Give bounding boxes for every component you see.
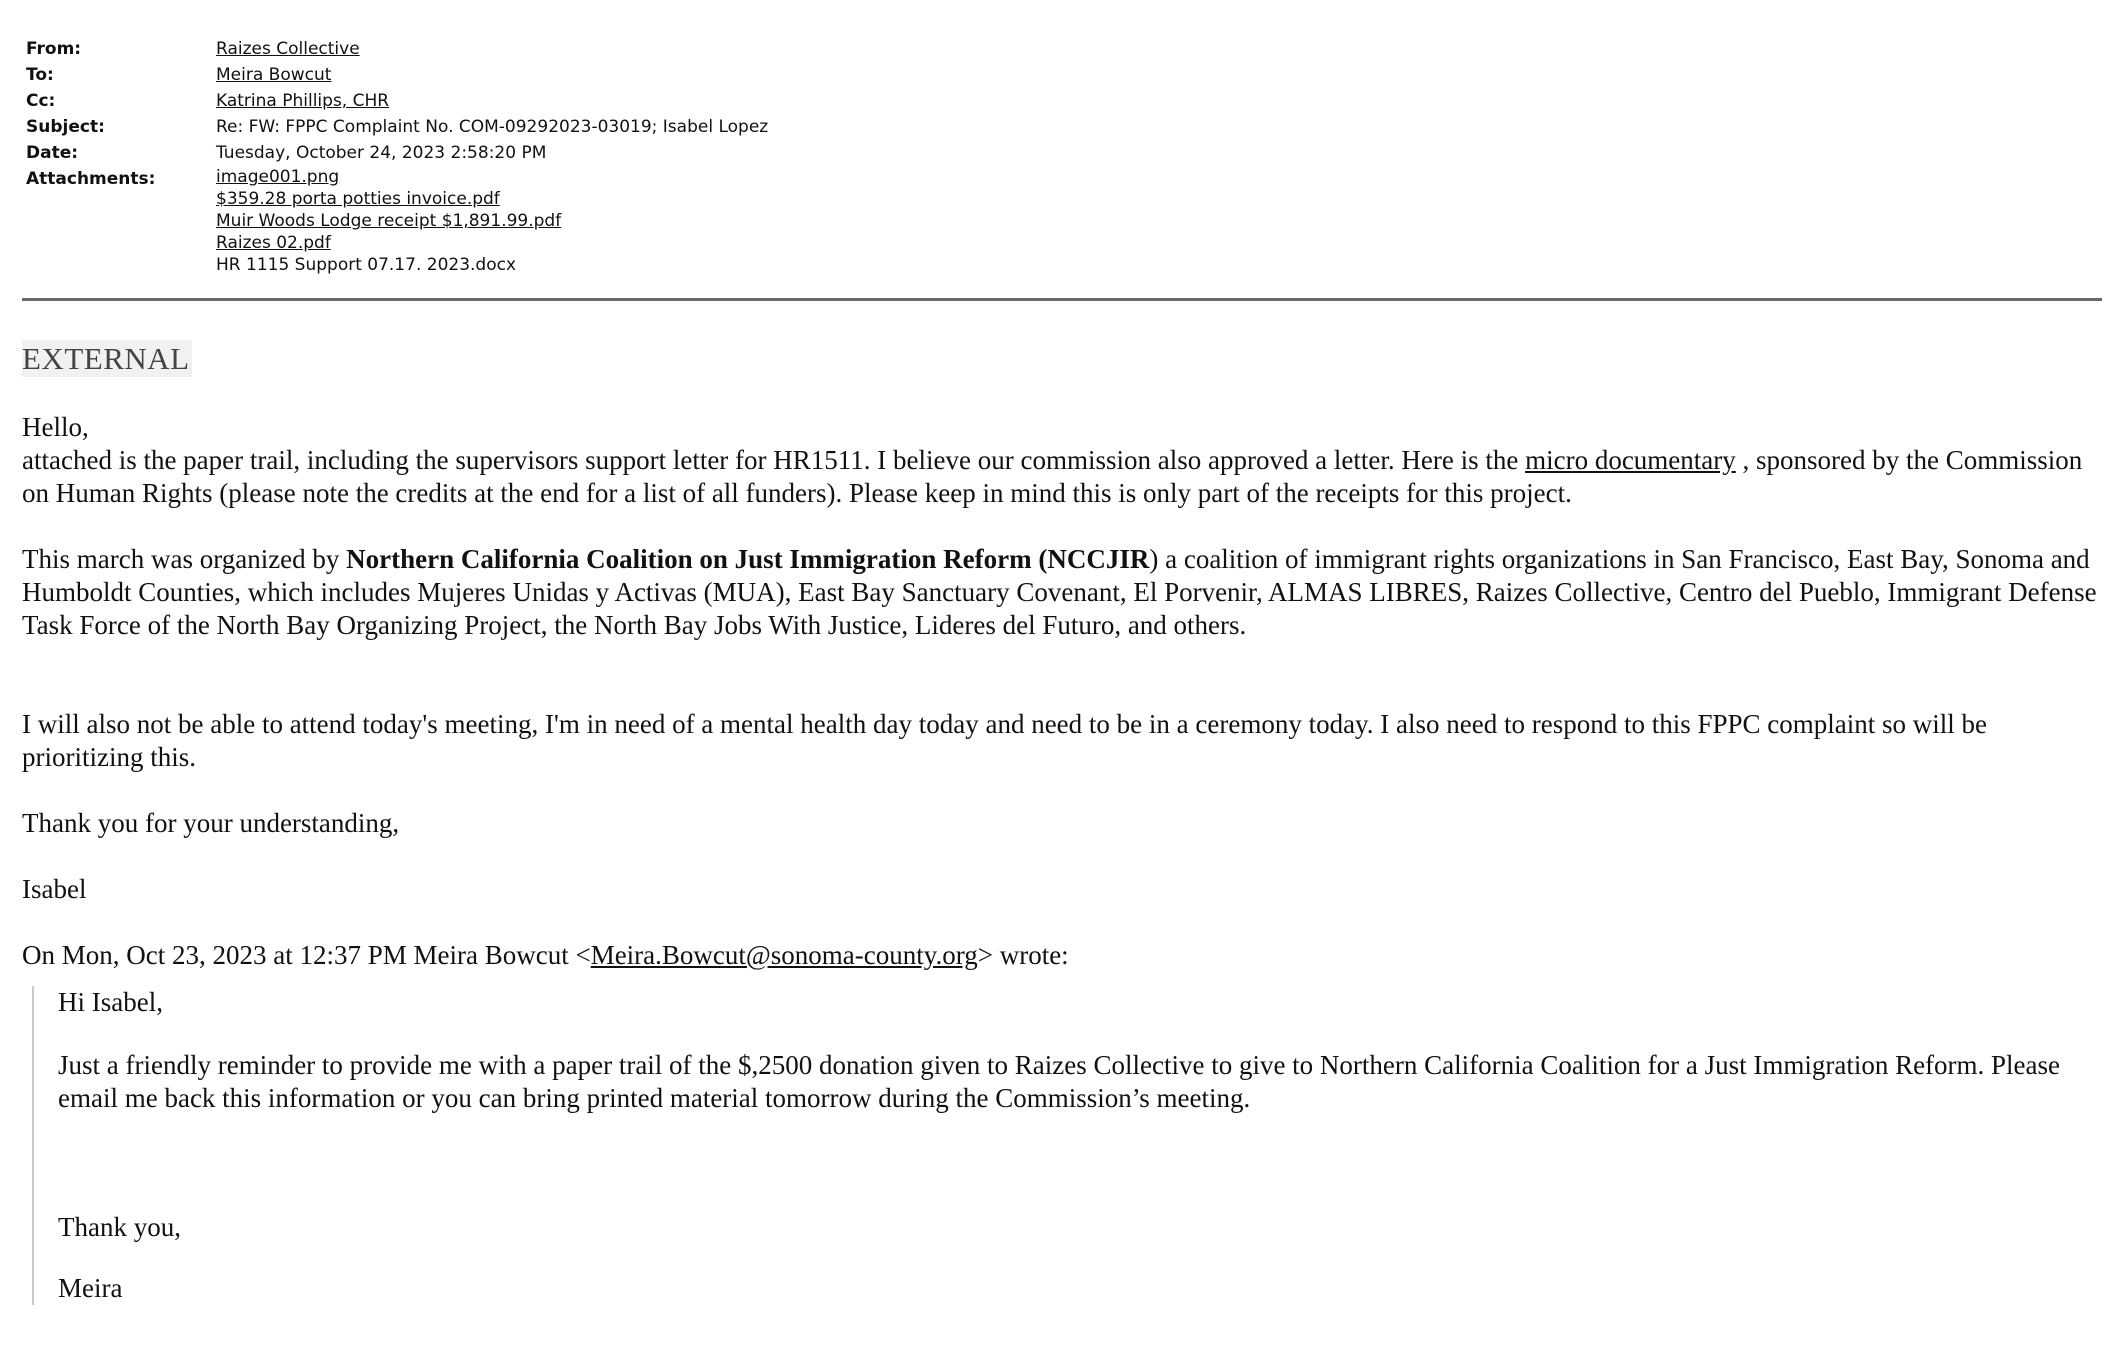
subject-row [26, 114, 768, 140]
attachment-link[interactable]: HR 1115 Support 07.17. 2023.docx [216, 255, 517, 275]
external-tag: EXTERNAL [22, 341, 190, 376]
attachments-row [26, 166, 768, 276]
quote-intro-text: > wrote: [977, 940, 1069, 970]
quoted-message [32, 986, 2102, 1305]
greeting: Hello, [22, 412, 89, 442]
to-link[interactable]: Meira Bowcut [216, 65, 332, 85]
date-label: Date: [26, 143, 79, 163]
paragraph-text: This march was organized by [22, 544, 347, 574]
from-label: From: [26, 39, 82, 59]
email-body [22, 340, 2102, 1305]
attachment-link[interactable]: image001.png [216, 167, 340, 187]
date-row [26, 140, 768, 166]
paragraph-paper-trail [22, 444, 2102, 510]
quoted-paragraph: Just a friendly reminder to provide me with a paper trail of the $,2500 donation given to Raizes Collective to give to Northern California Coalition for a Just Immigration Reform. Please email me back this information or you can bring printed material tomorrow during the Commission’s meeting. [58, 1050, 2061, 1113]
attachment-link[interactable]: Raizes 02.pdf [216, 233, 331, 253]
paragraph-text: ) a coalition of immigrant rights organizations in San Francisco, East Bay, Sonoma and Humboldt Counties, which includes Mujeres Unidas y Activas (MUA), East Bay Sanctuary Covenant, El Porvenir, ALMAS LIBRES, Raizes Collective, Centro del Pueblo, Immigrant Defense Task Force of the North Bay Organizing Project, the North Bay Jobs With Justice, Lideres del Futuro, and others. [22, 544, 2097, 640]
paragraph-text: , sponsored by the Commission on Human Rights (please note the credits at the end for a list of all funders). Please keep in mind this is only part of the receipts for this project. [22, 445, 2083, 508]
attachment-link[interactable]: $359.28 porta potties invoice.pdf [216, 189, 500, 209]
attachment-link[interactable]: Muir Woods Lodge receipt $1,891.99.pdf [216, 211, 562, 231]
signature: Isabel [22, 874, 87, 904]
cc-row [26, 88, 768, 114]
subject-label: Subject: [26, 117, 105, 137]
to-label: To: [26, 65, 54, 85]
quote-intro-text: On Mon, Oct 23, 2023 at 12:37 PM Meira Bowcut < [22, 940, 591, 970]
organization-name: Northern California Coalition on Just Immigration Reform (NCCJIR [346, 544, 1150, 574]
attachments-list [216, 166, 561, 276]
date-value: Tuesday, October 24, 2023 2:58:20 PM [216, 143, 547, 163]
from-link[interactable]: Raizes Collective [216, 39, 360, 59]
closing-thanks: Thank you for your understanding, [22, 808, 400, 838]
to-row [26, 62, 768, 88]
from-row [26, 36, 768, 62]
paragraph-text: attached is the paper trail, including the supervisors support letter for HR1511. I believe our commission also approved a letter. Here is the [22, 445, 1526, 475]
micro-documentary-link[interactable]: micro documentary [1525, 445, 1736, 475]
cc-label: Cc: [26, 91, 56, 111]
quoted-signature: Meira [58, 1273, 123, 1303]
cc-link[interactable]: Katrina Phillips, CHR [216, 91, 390, 111]
header-divider [22, 298, 2102, 301]
email-header [26, 36, 768, 276]
paragraph-meeting: I will also not be able to attend today's meeting, I'm in need of a mental health day today and need to be in a ceremony today. I also need to respond to this FPPC complaint so will be prioritizing this. [22, 709, 1988, 772]
email-address-link[interactable]: Meira.Bowcut@sonoma-county.org [590, 940, 978, 970]
subject-value: Re: FW: FPPC Complaint No. COM-09292023-03019; Isabel Lopez [216, 117, 769, 137]
paragraph-march [22, 543, 2102, 642]
quote-intro [22, 939, 2102, 972]
quoted-thanks: Thank you, [58, 1212, 181, 1242]
quoted-greeting: Hi Isabel, [58, 987, 163, 1017]
attachments-label: Attachments: [26, 169, 156, 189]
